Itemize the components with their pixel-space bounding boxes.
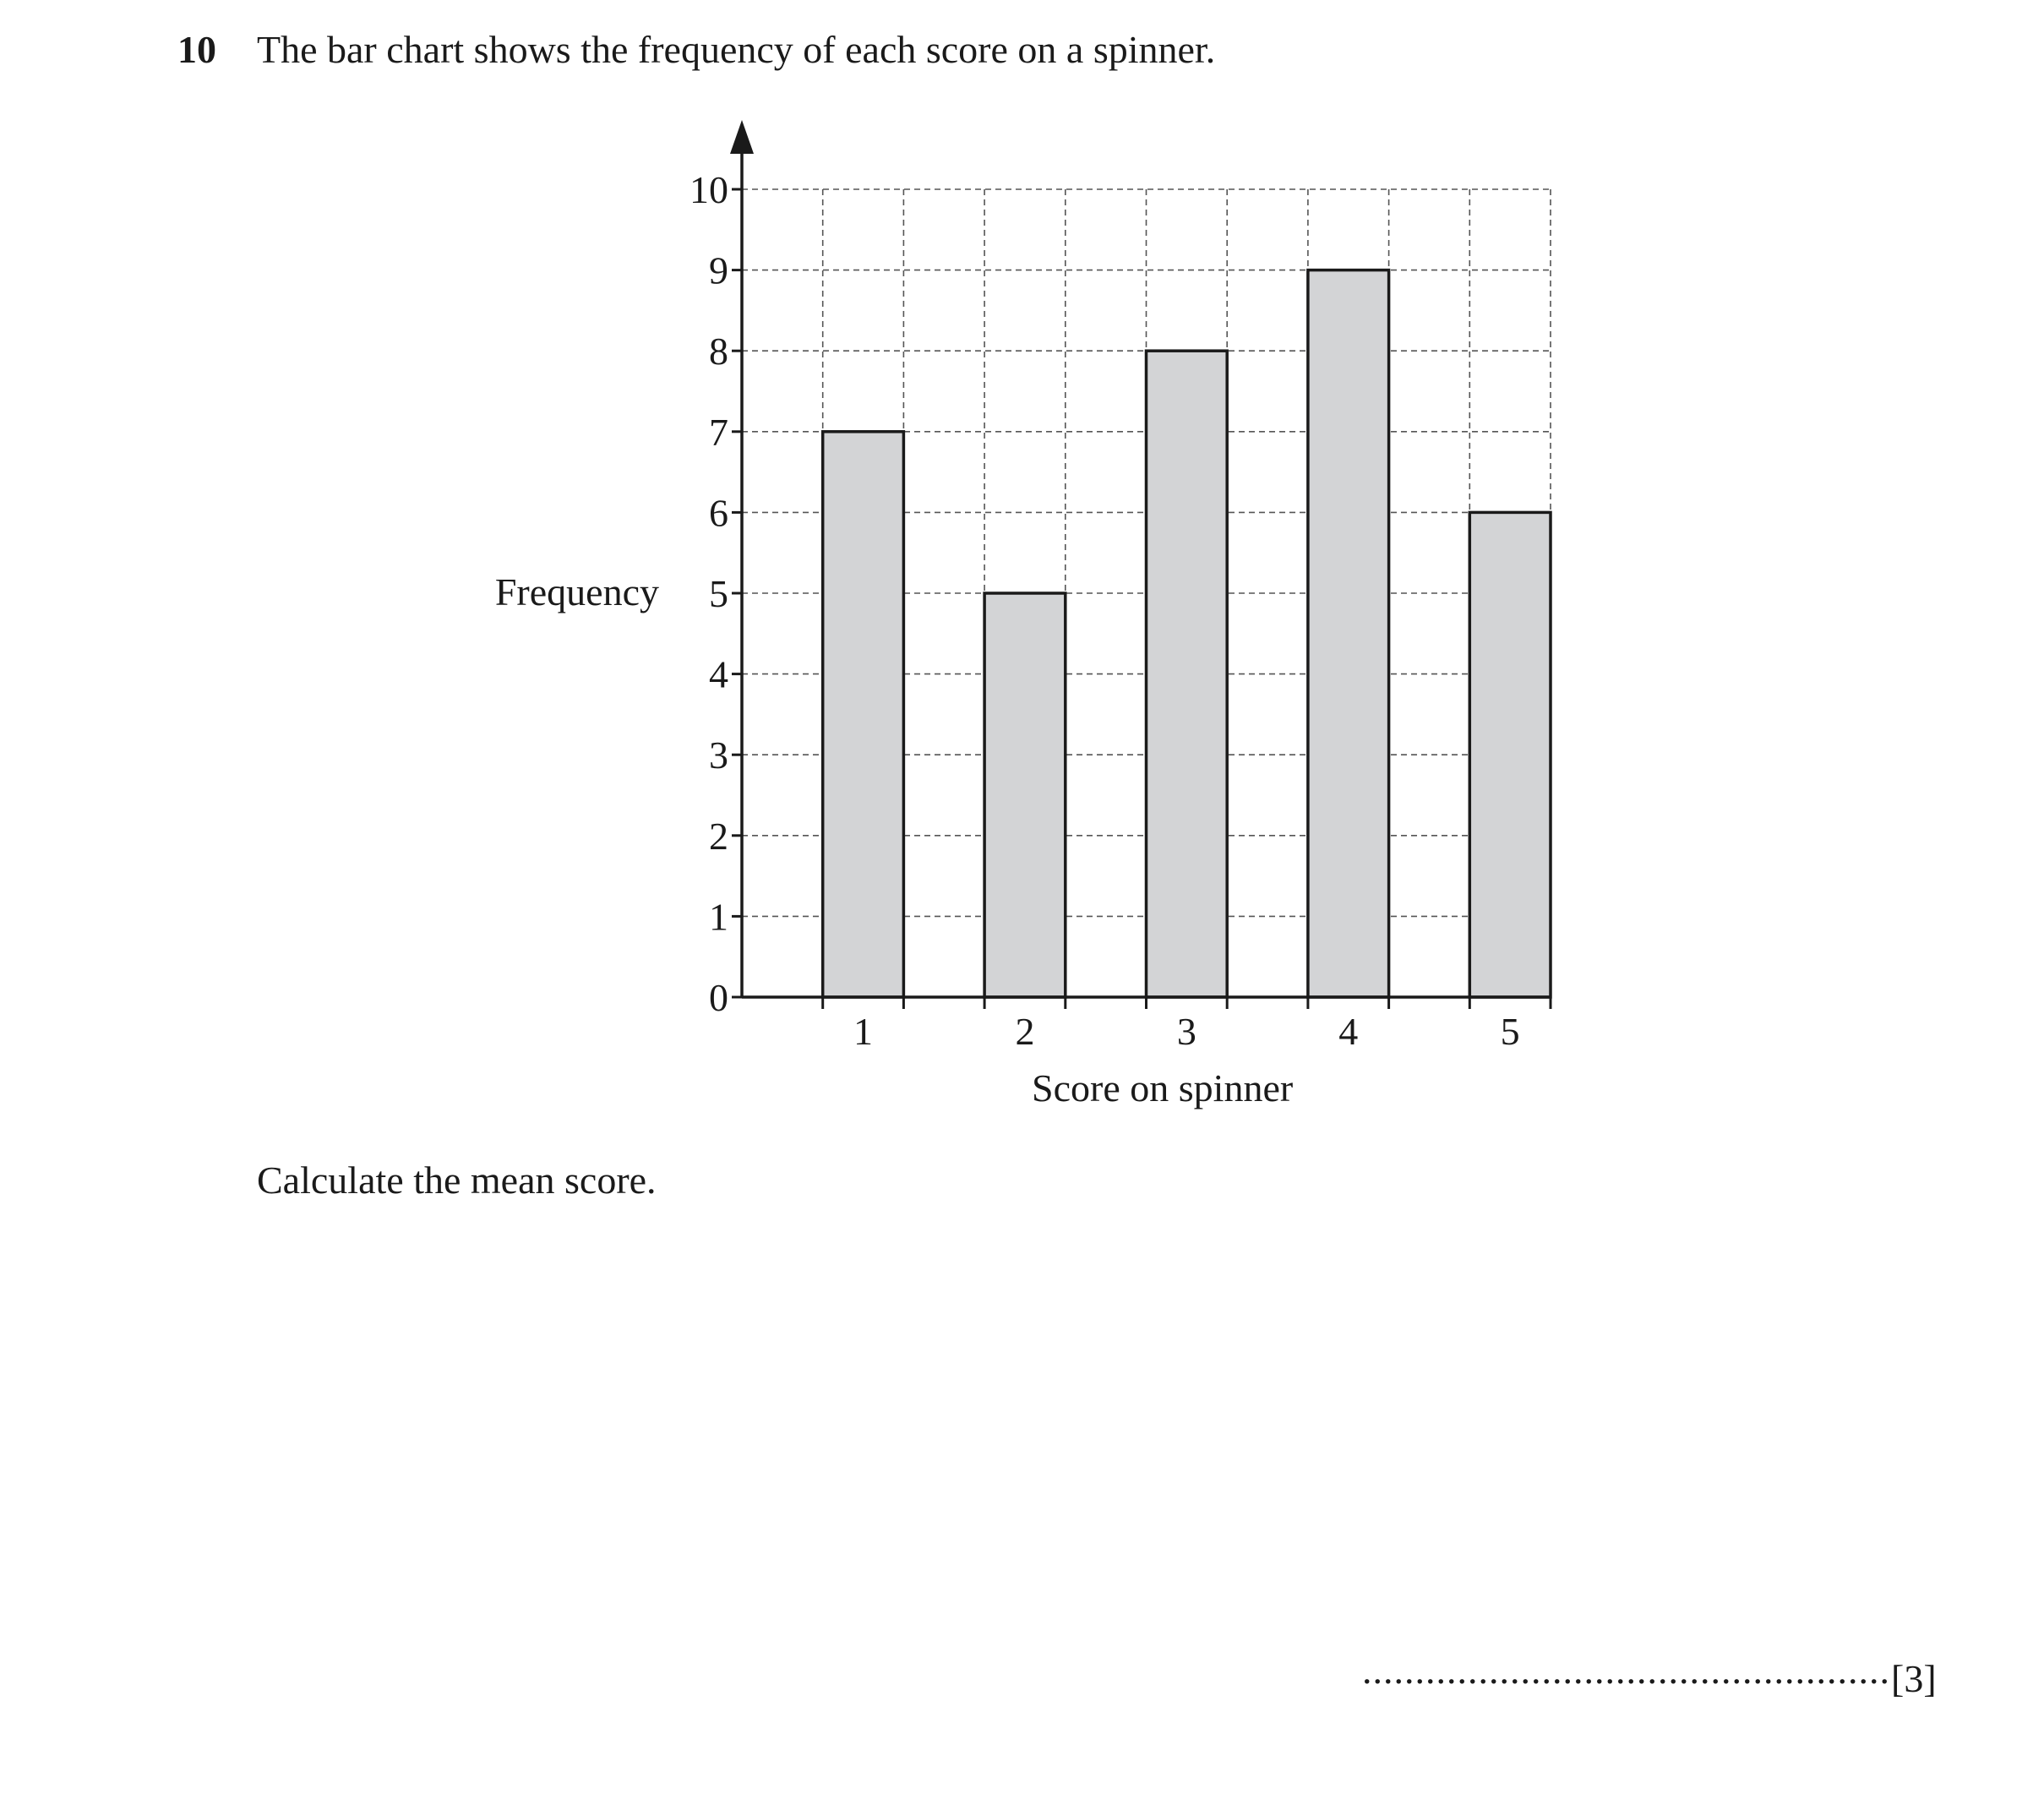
y-tick-label: 2: [709, 814, 728, 858]
y-tick-label: 1: [709, 895, 728, 939]
x-tick-label: 4: [1338, 1010, 1359, 1053]
y-tick-label: 4: [709, 652, 728, 696]
bar-score-5: [1469, 512, 1551, 997]
y-tick-label: 9: [709, 248, 728, 292]
x-tick-label: 3: [1176, 1010, 1196, 1053]
bar-score-4: [1308, 270, 1389, 997]
y-axis-arrow: [730, 120, 754, 154]
y-axis-label: Frequency: [494, 570, 659, 613]
y-tick-label: 0: [709, 976, 728, 1019]
y-tick-label: 7: [709, 410, 728, 454]
instruction-text: Calculate the mean score.: [257, 1159, 657, 1202]
bar-score-1: [823, 432, 904, 997]
question-number: 10: [177, 28, 216, 71]
y-tick-label: 3: [709, 733, 728, 777]
y-tick-label: 5: [709, 572, 728, 615]
question-text: The bar chart shows the frequency of each score on a spinner.: [257, 28, 1216, 71]
x-tick-label: 5: [1500, 1010, 1520, 1053]
x-tick-label: 2: [1015, 1010, 1035, 1053]
bars: [823, 270, 1551, 997]
y-tick-label: 10: [690, 168, 728, 211]
y-tick-label: 8: [709, 330, 728, 373]
bar-score-3: [1147, 351, 1228, 997]
marks-label: [3]: [1891, 1657, 1937, 1700]
y-tick-label: 6: [709, 491, 728, 535]
x-axis-label: Score on spinner: [1032, 1066, 1294, 1109]
answer-line[interactable]: ..................................................: [1362, 1649, 1890, 1692]
x-tick-label: 1: [853, 1010, 874, 1053]
bar-score-2: [984, 593, 1066, 997]
